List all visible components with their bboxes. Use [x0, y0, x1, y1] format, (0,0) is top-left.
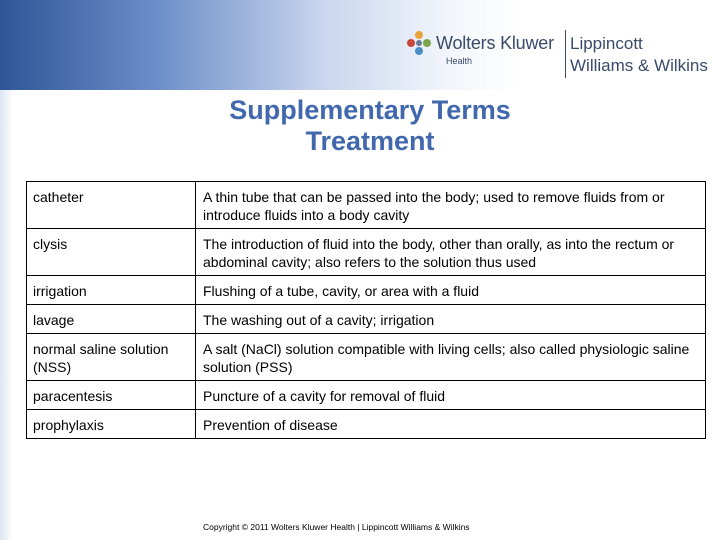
term-cell: lavage [27, 305, 196, 334]
term-cell: paracentesis [27, 381, 196, 410]
term-cell: catheter [27, 182, 196, 229]
logo-lww-line2: Williams & Wilkins [570, 56, 708, 75]
terms-table [26, 181, 706, 439]
definition-cell: Puncture of a cavity for removal of fluid [196, 381, 706, 410]
logo-lww-line1: Lippincott [570, 34, 643, 53]
slide-title [120, 95, 620, 157]
slide-title-line2: Treatment [305, 126, 435, 156]
table-row [27, 305, 706, 334]
slide-title-line1: Supplementary Terms [229, 95, 511, 125]
term-cell: prophylaxis [27, 410, 196, 439]
left-edge-decoration [0, 90, 14, 540]
logo-brand-text: Wolters Kluwer [436, 33, 554, 53]
definition-cell: A thin tube that can be passed into the body; used to remove fluids from or introduce fluids into a body cavity [196, 182, 706, 229]
copyright-footer: Copyright © 2011 Wolters Kluwer Health | Lippincott Williams & Wilkins [203, 522, 470, 532]
definition-cell: The introduction of fluid into the body, other than orally, as into the rectum or abdominal cavity; also refers to the solution thus used [196, 229, 706, 276]
definition-cell: Prevention of disease [196, 410, 706, 439]
term-cell: normal saline solution (NSS) [27, 334, 196, 381]
table-row [27, 182, 706, 229]
definition-cell: Flushing of a tube, cavity, or area with a fluid [196, 276, 706, 305]
table-row [27, 410, 706, 439]
wolters-kluwer-logo-icon [406, 30, 432, 56]
logo-divider [565, 30, 566, 78]
table-row [27, 381, 706, 410]
term-cell: clysis [27, 229, 196, 276]
definition-cell: The washing out of a cavity; irrigation [196, 305, 706, 334]
publisher-logo [406, 30, 716, 80]
logo-sub-text: Health [446, 56, 473, 66]
logo-lww-text [570, 33, 708, 77]
table-row [27, 276, 706, 305]
term-cell: irrigation [27, 276, 196, 305]
table-row [27, 229, 706, 276]
definition-cell: A salt (NaCl) solution compatible with living cells; also called physiologic saline solution (PSS) [196, 334, 706, 381]
table-row [27, 334, 706, 381]
